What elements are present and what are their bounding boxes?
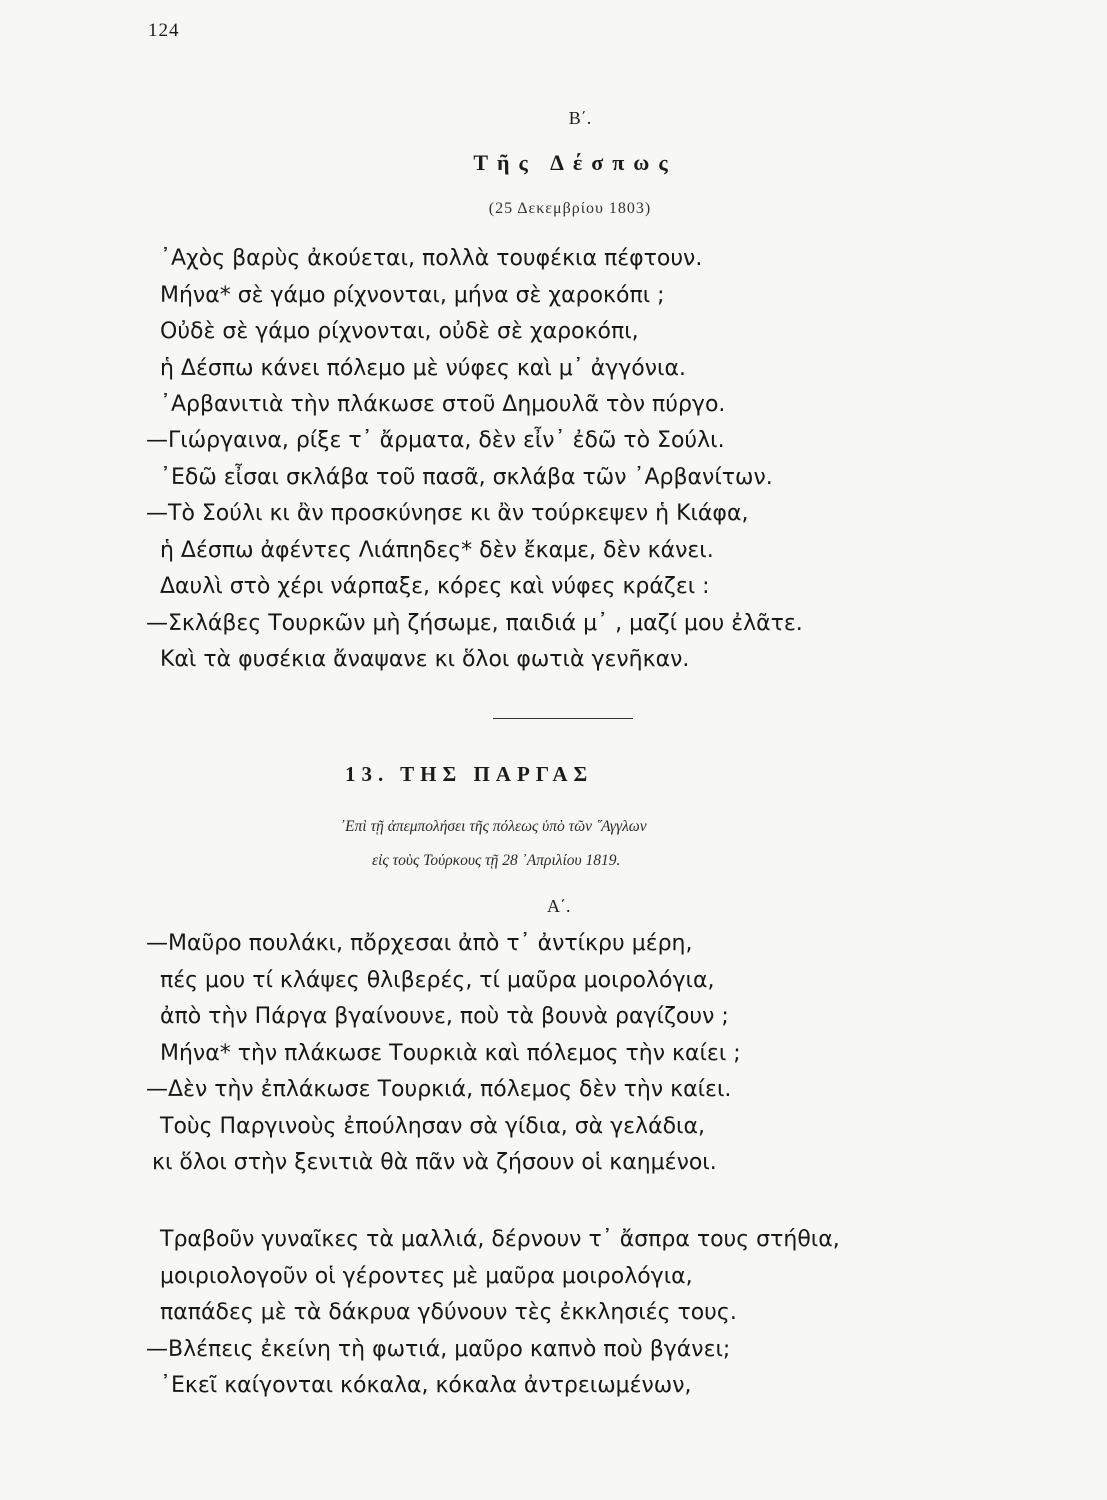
verse-line: Τοὺς Παργινοὺς ἐπούλησαν σὰ γίδια, σὰ γελάδια,: [160, 1114, 705, 1139]
verse-line: Καὶ τὰ φυσέκια ἄναψανε κι ὅλοι φωτιὰ γενῆκαν.: [160, 647, 690, 672]
section-note: ᾿Επὶ τῇ ἀπεμπολήσει τῆς πόλεως ὑπὸ τῶν ῞Αγγλων: [340, 818, 647, 835]
verse-line: ᾿Αρβανιτιὰ τὴν πλάκωσε στοῦ Δημουλᾶ τὸν πύργο.: [160, 392, 726, 417]
section-note: εἰς τοὺς Τούρκους τῇ 28 ᾿Απριλίου 1819.: [372, 852, 621, 869]
part-label-b: Β΄.: [568, 108, 592, 128]
verse-line: ἀπὸ τὴν Πάργα βγαίνουνε, ποὺ τὰ βουνὰ ραγίζουν ;: [160, 1004, 729, 1029]
verse-line: —Γιώργαινα, ρίξε τ᾿ ἄρματα, δὲν εἶν᾿ ἐδῶ τὸ Σούλι.: [146, 428, 725, 453]
verse-line: Μήνα* τὴν πλάκωσε Τουρκιὰ καὶ πόλεμος τὴν καίει ;: [160, 1041, 741, 1066]
poem-date: (25 Δεκεμβρίου 1803): [488, 200, 652, 217]
verse-line: ᾿Αχὸς βαρὺς ἀκούεται, πολλὰ τουφέκια πέφτουν.: [160, 246, 703, 271]
verse-line: ᾿Εκεῖ καίγονται κόκαλα, κόκαλα ἀντρειωμένων,: [160, 1373, 692, 1398]
verse-line: ἡ Δέσπω κάνει πόλεμο μὲ νύφες καὶ μ᾿ ἀγγόνια.: [160, 356, 686, 381]
verse-line: Δαυλὶ στὸ χέρι νάρπαξε, κόρες καὶ νύφες κράζει :: [160, 574, 710, 599]
verse-line: —Τὸ Σούλι κι ἂν προσκύνησε κι ἂν τούρκεψεν ἡ Κιάφα,: [146, 501, 749, 526]
verse-line: ἡ Δέσπω ἀφέντες Λιάπηδες* δὲν ἔκαμε, δὲν κάνει.: [160, 538, 714, 563]
poem-title: Τῆς Δέσπως: [473, 150, 677, 175]
verse-line: Μήνα* σὲ γάμο ρίχνονται, μήνα σὲ χαροκόπι ;: [160, 283, 665, 308]
verse-line: —Βλέπεις ἐκείνη τὴ φωτιά, μαῦρο καπνὸ ποὺ βγάνει;: [146, 1337, 731, 1362]
verse-line: πές μου τί κλάψες θλιβερές, τί μαῦρα μοιρολόγια,: [160, 968, 715, 993]
verse-line: —Δὲν τὴν ἐπλάκωσε Τουρκιά, πόλεμος δὲν τὴν καίει.: [146, 1077, 732, 1102]
section-title: 13. ΤΗΣ ΠΑΡΓΑΣ: [345, 762, 594, 786]
verse-line: παπάδες μὲ τὰ δάκρυα γδύνουν τὲς ἐκκλησιές τους.: [160, 1300, 737, 1325]
verse-line: μοιριολογοῦν οἱ γέροντες μὲ μαῦρα μοιρολόγια,: [160, 1264, 693, 1289]
section-divider: [493, 718, 633, 719]
part-label-a: Α΄.: [547, 896, 571, 916]
verse-line: ᾿Εδῶ εἶσαι σκλάβα τοῦ πασᾶ, σκλάβα τῶν ᾿Αρβανίτων.: [160, 465, 773, 490]
verse-line: Οὐδὲ σὲ γάμο ρίχνονται, οὐδὲ σὲ χαροκόπι,: [160, 319, 639, 344]
verse-line: —Μαῦρο πουλάκι, πὄρχεσαι ἀπὸ τ᾿ ἀντίκρυ μέρη,: [146, 931, 693, 956]
page-number: 124: [148, 20, 180, 41]
verse-line: κι ὅλοι στὴν ξενιτιὰ θὰ πᾶν νὰ ζήσουν οἱ καημένοι.: [152, 1150, 717, 1175]
verse-line: —Σκλάβες Τουρκῶν μὴ ζήσωμε, παιδιά μ᾿ , μαζί μου ἐλᾶτε.: [146, 611, 803, 636]
verse-line: Τραβοῦν γυναῖκες τὰ μαλλιά, δέρνουν τ᾿ ἄσπρα τους στήθια,: [160, 1227, 840, 1252]
